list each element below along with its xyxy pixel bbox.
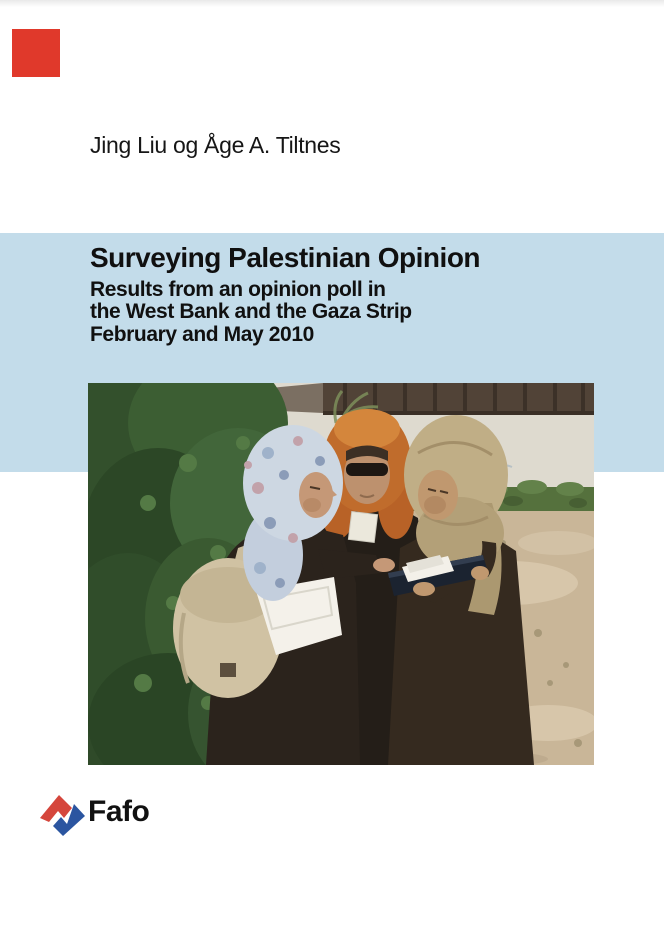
cover-photo-illustration (88, 383, 594, 765)
cover-subtitle (90, 279, 412, 346)
subtitle-line-3: February and May 2010 (90, 322, 314, 346)
red-accent-square (12, 29, 60, 77)
author-line: Jing Liu og Åge A. Tiltnes (90, 132, 341, 158)
subtitle-line-1: Results from an opinion poll in (90, 278, 386, 301)
cover-title: Surveying Palestinian Opinion (90, 242, 481, 273)
fafo-logo-text: Fafo (88, 795, 150, 828)
page-top-shadow (0, 0, 664, 7)
subtitle-line-2: the West Bank and the Gaza Strip (90, 300, 412, 324)
cover-photo (88, 383, 594, 765)
fafo-logo-icon (35, 792, 85, 836)
roof-beams (238, 383, 594, 415)
